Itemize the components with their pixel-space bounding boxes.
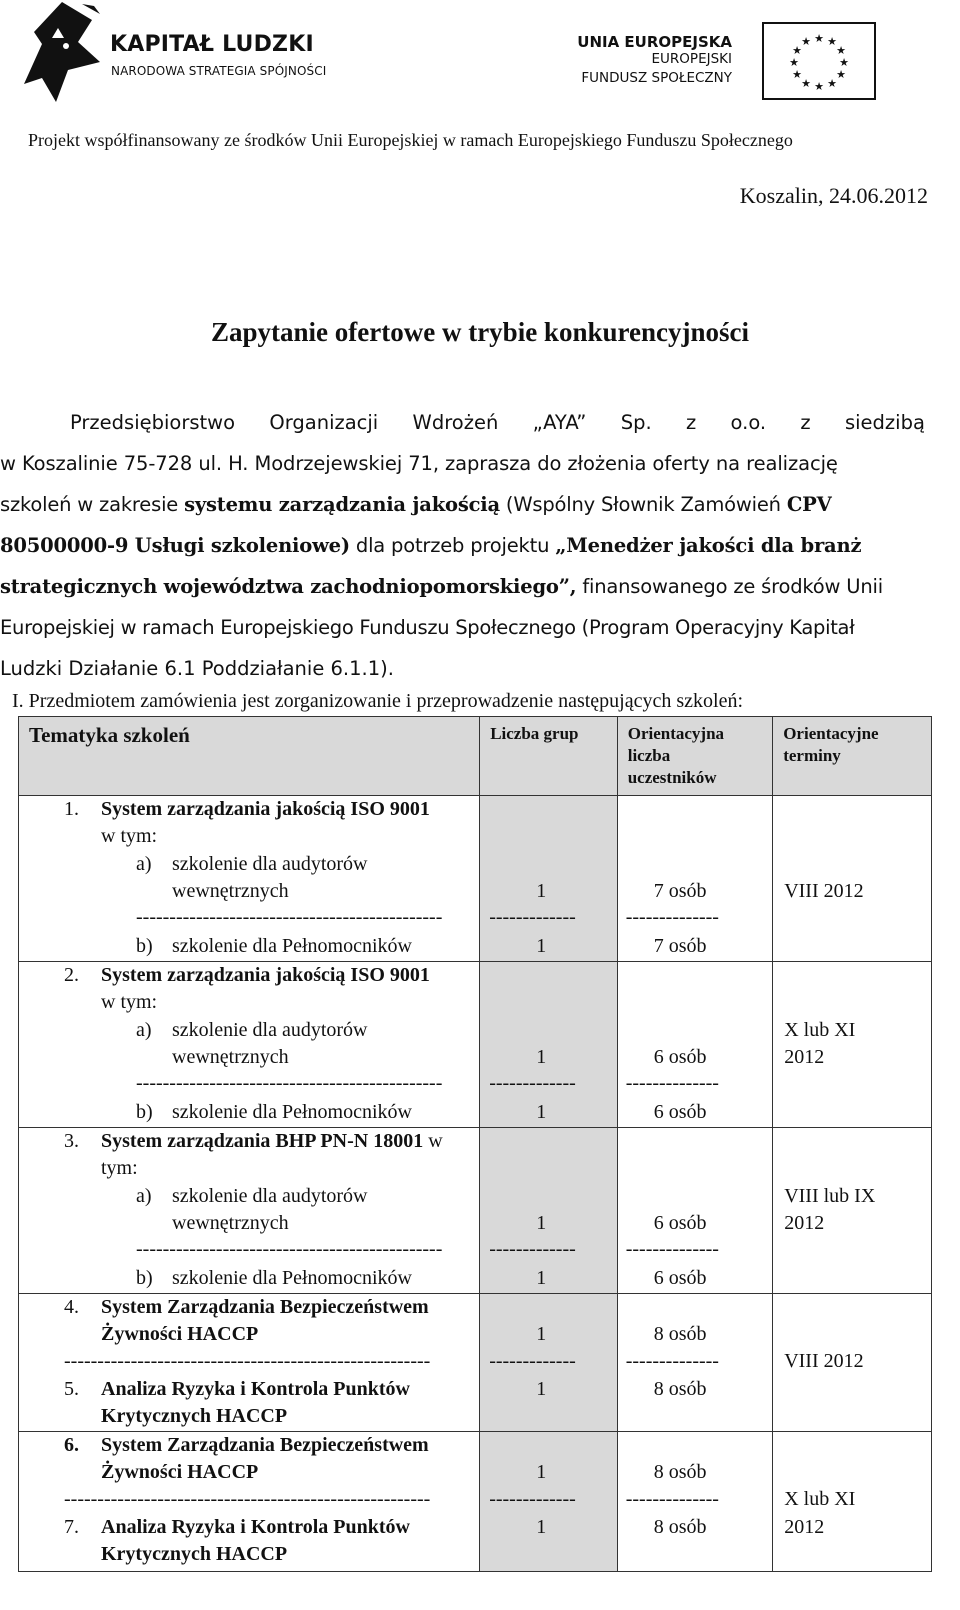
header-topic: Tematyka szkoleń [19, 717, 480, 796]
eu-stars-icon [764, 24, 874, 98]
row1-topic: 1. System zarządzania jakością ISO 9001 w tym: a) szkolenie dla audytorów wewnętrznych ---------------------------------------------- b) szkolenie dla Pełnomocników [19, 796, 480, 962]
svg-text:★: ★ [801, 77, 811, 90]
kl-logo-title: KAPITAŁ LUDZKI [110, 32, 314, 57]
table-header-row [19, 717, 932, 796]
row2-topic: 2. System zarządzania jakością ISO 9001 w tym: a) szkolenie dla audytorów wewnętrznych ---------------------------------------------- b) szkolenie dla Pełnomocników [19, 962, 480, 1128]
section-i-heading: I. Przedmiotem zamówienia jest zorganizowanie i przeprowadzenie następujących szkoleń: [12, 690, 744, 712]
row2-participants: 6 osób -------------- 6 osób [617, 962, 772, 1128]
row3-topic: 3. System zarządzania BHP PN-N 18001 w tym: a) szkolenie dla audytorów wewnętrznych ---------------------------------------------- b) szkolenie dla Pełnomocników [19, 1128, 480, 1294]
row45-participants: 8 osób -------------- 8 osób [617, 1294, 772, 1432]
date-line: Koszalin, 24.06.2012 [739, 183, 928, 208]
row1-groups: 1 ------------- 1 [480, 796, 618, 962]
ue-logo-line3: FUNDUSZ SPOŁECZNY [581, 70, 732, 86]
table-row [19, 1128, 932, 1294]
row67-term: X lub XI 2012 [773, 1432, 932, 1572]
header-groups: Liczba grup [480, 717, 618, 796]
svg-text:★: ★ [836, 44, 846, 57]
paragraph-line-2: w Koszalinie 75-728 ul. H. Modrzejewskiej 71, zaprasza do złożenia oferty na realizację [0, 452, 838, 475]
paragraph-line-4: 80500000-9 Usługi szkoleniowe) dla potrzeb projektu „Menedżer jakości dla branż [0, 534, 862, 557]
project-cofinancing-note: Projekt współfinansowany ze środków Unii Europejskiej w ramach Europejskiego Funduszu Społecznego [28, 130, 793, 150]
row2-term: X lub XI 2012 [773, 962, 932, 1128]
svg-text:★: ★ [827, 77, 837, 90]
table-row [19, 1294, 932, 1432]
row67-participants: 8 osób -------------- 8 osób [617, 1432, 772, 1572]
row45-groups: 1 ------------- 1 [480, 1294, 618, 1432]
row3-groups: 1 ------------- 1 [480, 1128, 618, 1294]
paragraph-line-5: strategicznych województwa zachodniopomorskiego”, finansowanego ze środków Unii [0, 575, 883, 598]
table-row [19, 1432, 932, 1572]
table-row [19, 796, 932, 962]
row67-topic: 6. System Zarządzania Bezpieczeństwem Żywności HACCP ------------------------------------------------------- 7. Analiza Ryzyka i Kontrola Punktów Krytycznych HACCP [19, 1432, 480, 1572]
ue-logo-line1: UNIA EUROPEJSKA [577, 33, 732, 51]
paragraph-line-7: Ludzki Działanie 6.1 Poddziałanie 6.1.1). [0, 657, 394, 680]
row3-participants: 6 osób -------------- 6 osób [617, 1128, 772, 1294]
svg-text:★: ★ [789, 56, 799, 69]
row45-topic: 4. System Zarządzania Bezpieczeństwem Żywności HACCP ------------------------------------------------------- 5. Analiza Ryzyka i Kontrola Punktów Krytycznych HACCP [19, 1294, 480, 1432]
svg-text:★: ★ [814, 80, 824, 93]
row45-term: VIII 2012 [773, 1294, 932, 1432]
svg-text:★: ★ [801, 35, 811, 48]
svg-text:★: ★ [814, 32, 824, 45]
row2-groups: 1 ------------- 1 [480, 962, 618, 1128]
svg-text:★: ★ [839, 56, 849, 69]
header-terms: Orientacyjne terminy [773, 717, 932, 796]
kl-logo-subtitle: NARODOWA STRATEGIA SPÓJNOŚCI [111, 64, 327, 78]
paragraph-line-1: Przedsiębiorstwo Organizacji Wdrożeń „AYA” Sp. z o.o. z siedzibą [70, 411, 925, 434]
header-participants: Orientacyjna liczba uczestników [617, 717, 772, 796]
svg-text:★: ★ [792, 44, 802, 57]
eu-flag-icon [762, 22, 876, 100]
paragraph-line-6: Europejskiej w ramach Europejskiego Funduszu Społecznego (Program Operacyjny Kapitał [0, 616, 855, 639]
kapital-ludzki-logo-icon [22, 2, 112, 102]
svg-text:★: ★ [827, 35, 837, 48]
document-title: Zapytanie ofertowe w trybie konkurencyjności [211, 317, 749, 347]
row3-term: VIII lub IX 2012 [773, 1128, 932, 1294]
svg-text:★: ★ [836, 68, 846, 81]
row1-participants: 7 osób -------------- 7 osób [617, 796, 772, 962]
intro-paragraph [0, 402, 925, 689]
ue-logo-line2: EUROPEJSKI [651, 51, 732, 67]
paragraph-line-3: szkoleń w zakresie systemu zarządzania jakością (Wspólny Słownik Zamówień CPV [0, 493, 832, 516]
svg-text:★: ★ [792, 68, 802, 81]
row1-term: VIII 2012 [773, 796, 932, 962]
trainings-table [18, 716, 932, 1572]
row67-groups: 1 ------------- 1 [480, 1432, 618, 1572]
table-row [19, 962, 932, 1128]
